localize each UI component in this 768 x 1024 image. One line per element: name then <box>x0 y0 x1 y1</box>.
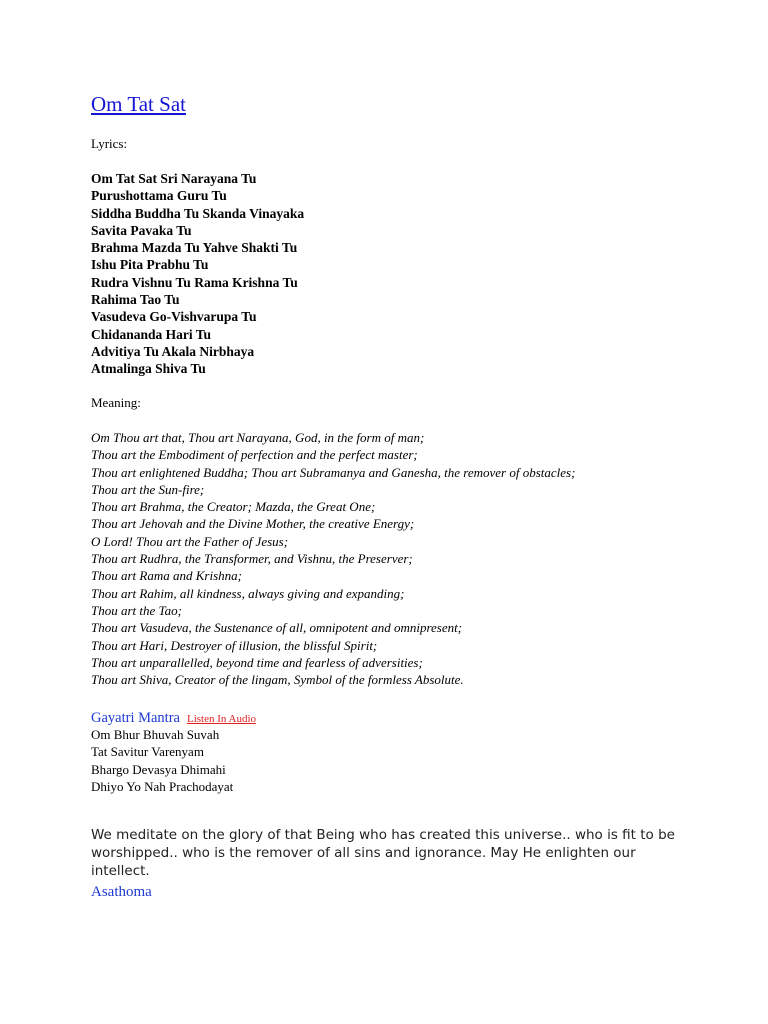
lyrics-line: Savita Pavaka Tu <box>91 222 192 238</box>
meaning-line: Thou art Rahim, all kindness, always giving and expanding; <box>91 585 405 601</box>
gayatri-line: Om Bhur Bhuvah Suvah <box>91 727 220 742</box>
lyrics-line: Atmalinga Shiva Tu <box>91 361 206 377</box>
gayatri-lines <box>91 726 233 795</box>
meaning-label: Meaning: <box>91 395 141 410</box>
lyrics-line: Rahima Tao Tu <box>91 292 180 308</box>
gayatri-explanation: We meditate on the glory of that Being who has created this universe.. who is fit to be worshipped.. who is the remover of all sins and ignorance. May He enlighten our intellect. <box>91 826 675 879</box>
meaning-line: Thou art Brahma, the Creator; Mazda, the Great One; <box>91 499 376 515</box>
lyrics-line: Om Tat Sat Sri Narayana Tu <box>91 171 257 186</box>
meaning-line: Thou art Shiva, Creator of the lingam, Symbol of the formless Absolute. <box>91 672 464 688</box>
gayatri-title: Gayatri Mantra <box>91 710 180 726</box>
meaning-line: Thou art Rudhra, the Transformer, and Vishnu, the Preserver; <box>91 551 413 567</box>
meaning-line: Thou art the Embodiment of perfection and the perfect master; <box>91 447 418 463</box>
meaning-list <box>91 429 575 688</box>
lyrics-line: Ishu Pita Prabhu Tu <box>91 257 209 273</box>
meaning-line: O Lord! Thou art the Father of Jesus; <box>91 533 289 549</box>
meaning-line: Thou art Vasudeva, the Sustenance of all, omnipotent and omnipresent; <box>91 620 463 636</box>
lyrics-line: Siddha Buddha Tu Skanda Vinayaka <box>91 205 305 221</box>
meaning-line: Om Thou art that, Thou art Narayana, God, in the form of man; <box>91 430 425 445</box>
meaning-line: Thou art enlightened Buddha; Thou art Subramanya and Ganesha, the remover of obstacles; <box>91 464 576 480</box>
gayatri-line: Dhiyo Yo Nah Prachodayat <box>91 778 234 794</box>
meaning-line: Thou art the Tao; <box>91 602 182 618</box>
meaning-line: Thou art the Sun-fire; <box>91 481 205 497</box>
meaning-line: Thou art Jehovah and the Divine Mother, the creative Energy; <box>91 516 415 532</box>
lyrics-line: Vasudeva Go-Vishvarupa Tu <box>91 309 257 325</box>
asathoma-heading: Asathoma <box>91 884 152 900</box>
lyrics-line: Brahma Mazda Tu Yahve Shakti Tu <box>91 240 298 256</box>
gayatri-line: Bhargo Devasya Dhimahi <box>91 761 226 777</box>
lyrics-line: Chidananda Hari Tu <box>91 326 212 342</box>
lyrics-line: Purushottama Guru Tu <box>91 188 227 204</box>
gayatri-line: Tat Savitur Varenyam <box>91 744 204 760</box>
page-title-link[interactable]: Om Tat Sat <box>91 92 186 116</box>
lyrics-label: Lyrics: <box>91 136 128 151</box>
meaning-line: Thou art Hari, Destroyer of illusion, the blissful Spirit; <box>91 637 378 653</box>
listen-audio-link[interactable]: Listen In Audio <box>186 713 257 725</box>
lyrics-list <box>91 170 304 378</box>
lyrics-line: Advitiya Tu Akala Nirbhaya <box>91 343 255 359</box>
meaning-line: Thou art Rama and Krishna; <box>91 568 242 584</box>
meaning-line: Thou art unparallelled, beyond time and fearless of adversities; <box>91 654 423 670</box>
lyrics-line: Rudra Vishnu Tu Rama Krishna Tu <box>91 274 298 290</box>
